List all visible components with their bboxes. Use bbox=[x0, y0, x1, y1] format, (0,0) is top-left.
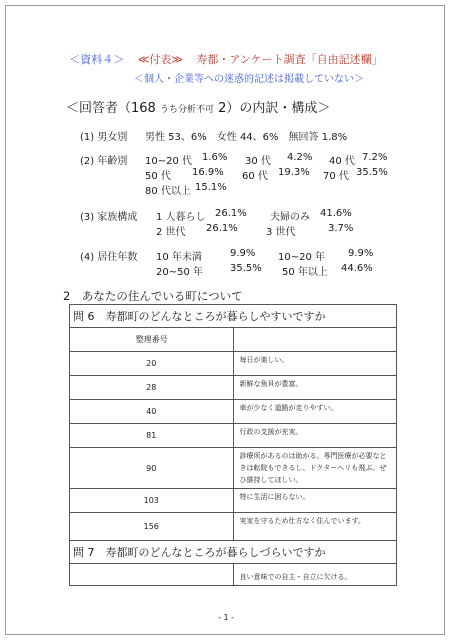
document-header bbox=[0, 51, 452, 67]
residence-group: 10 年未満 bbox=[156, 252, 202, 263]
page-number: - 1 - bbox=[218, 613, 234, 622]
table-row bbox=[70, 489, 397, 513]
age-group: 60 代 bbox=[242, 171, 268, 182]
row-answer: 毎日が楽しい。 bbox=[233, 352, 397, 376]
family-pct: 3.7% bbox=[328, 223, 354, 234]
row-number: 20 bbox=[70, 352, 234, 376]
family-block bbox=[80, 208, 400, 238]
row-answer: 車が少なく道路が走りやすい。 bbox=[233, 400, 397, 424]
row-answer: 特に生活に困らない。 bbox=[233, 489, 397, 513]
table-row bbox=[70, 352, 397, 376]
document-title: 寿都・アンケート調査「自由記述欄」 bbox=[196, 53, 383, 66]
number-header-row bbox=[70, 328, 397, 352]
age-block bbox=[80, 152, 400, 197]
row-answer: 行政の支援が充実。 bbox=[233, 424, 397, 448]
table-row bbox=[70, 448, 397, 489]
residence-group: 50 年以上 bbox=[282, 267, 328, 278]
age-pct: 35.5% bbox=[356, 167, 388, 178]
age-group: 50 代 bbox=[145, 171, 171, 182]
family-group: 3 世代 bbox=[266, 227, 296, 238]
residence-pct: 9.9% bbox=[230, 248, 256, 259]
family-label: (3) 家族構成 bbox=[80, 212, 138, 223]
age-pct: 16.9% bbox=[192, 167, 224, 178]
gender-label: (1) 男女別 bbox=[80, 132, 128, 143]
table-row bbox=[70, 424, 397, 448]
family-pct: 41.6% bbox=[320, 208, 352, 219]
age-group: 40 代 bbox=[329, 156, 355, 167]
number-header: 整理番号 bbox=[70, 328, 234, 352]
residence-label: (4) 居住年数 bbox=[80, 252, 138, 263]
q6-header-row bbox=[70, 305, 397, 328]
gender-values: 男性 53、6% 女性 44、6% 無回答 1.8% bbox=[145, 132, 348, 143]
row-answer: 新鮮な魚貝が豊富。 bbox=[233, 376, 397, 400]
number-header-blank bbox=[233, 328, 397, 352]
age-group: 80 代以上 bbox=[145, 186, 191, 197]
q7-header-row bbox=[70, 541, 397, 564]
age-pct: 1.6% bbox=[202, 152, 228, 163]
row-number: 81 bbox=[70, 424, 234, 448]
table-row bbox=[70, 376, 397, 400]
residence-pct: 44.6% bbox=[341, 263, 373, 274]
age-group: 30 代 bbox=[245, 156, 271, 167]
residence-group: 10~20 年 bbox=[278, 252, 326, 263]
table-row bbox=[70, 513, 397, 541]
row-answer: 診療所があるのは助かる。専門医療が必要なときは転院もできるし、ドクターヘリも飛ぶ。ぜひ維持してほしい。 bbox=[233, 448, 397, 489]
respondents-title-pre: ＜回答者（168 bbox=[66, 101, 156, 116]
row-number bbox=[70, 564, 234, 586]
q6-title: 問 6 寿都町のどんなところが暮らしやすいですか bbox=[70, 305, 397, 328]
material-label: ＜資料４＞ bbox=[69, 53, 125, 66]
header-note: ＜個人・企業等への迷惑的記述は掲載していない＞ bbox=[134, 74, 364, 85]
age-group: 70 代 bbox=[323, 171, 349, 182]
age-label: (2) 年齢別 bbox=[80, 156, 128, 167]
row-number: 156 bbox=[70, 513, 234, 541]
residence-group: 20~50 年 bbox=[156, 267, 204, 278]
family-pct: 26.1% bbox=[206, 223, 238, 234]
residence-pct: 35.5% bbox=[230, 263, 262, 274]
row-number: 40 bbox=[70, 400, 234, 424]
row-answer: 実家を守るため仕方なく住んでいます。 bbox=[233, 513, 397, 541]
row-number: 103 bbox=[70, 489, 234, 513]
table-row bbox=[70, 400, 397, 424]
respondents-title bbox=[66, 97, 330, 116]
respondents-title-post: 2）の内訳・構成＞ bbox=[218, 101, 331, 116]
row-number: 90 bbox=[70, 448, 234, 489]
age-pct: 19.3% bbox=[278, 167, 310, 178]
age-group: 10~20 代 bbox=[145, 156, 193, 167]
appendix-tag: ≪付表≫ bbox=[137, 53, 183, 66]
section-2-title: 2 あなたの住んでいる町について bbox=[63, 289, 243, 303]
age-pct: 4.2% bbox=[287, 152, 313, 163]
family-group: 夫婦のみ bbox=[270, 212, 310, 223]
respondents-title-small: うち分析不可 bbox=[159, 105, 214, 115]
table-row bbox=[70, 564, 397, 586]
family-group: 1 人暮らし bbox=[156, 212, 206, 223]
age-pct: 15.1% bbox=[195, 182, 227, 193]
free-answer-table bbox=[69, 304, 397, 586]
residence-pct: 9.9% bbox=[348, 248, 374, 259]
q7-title: 問 7 寿都町のどんなところが暮らしづらいですか bbox=[70, 541, 397, 564]
age-pct: 7.2% bbox=[362, 152, 388, 163]
family-pct: 26.1% bbox=[215, 208, 247, 219]
row-number: 28 bbox=[70, 376, 234, 400]
row-answer: 良い意味での自主・自立に欠ける。 bbox=[233, 564, 397, 586]
residence-block bbox=[80, 248, 400, 278]
family-group: 2 世代 bbox=[156, 227, 186, 238]
